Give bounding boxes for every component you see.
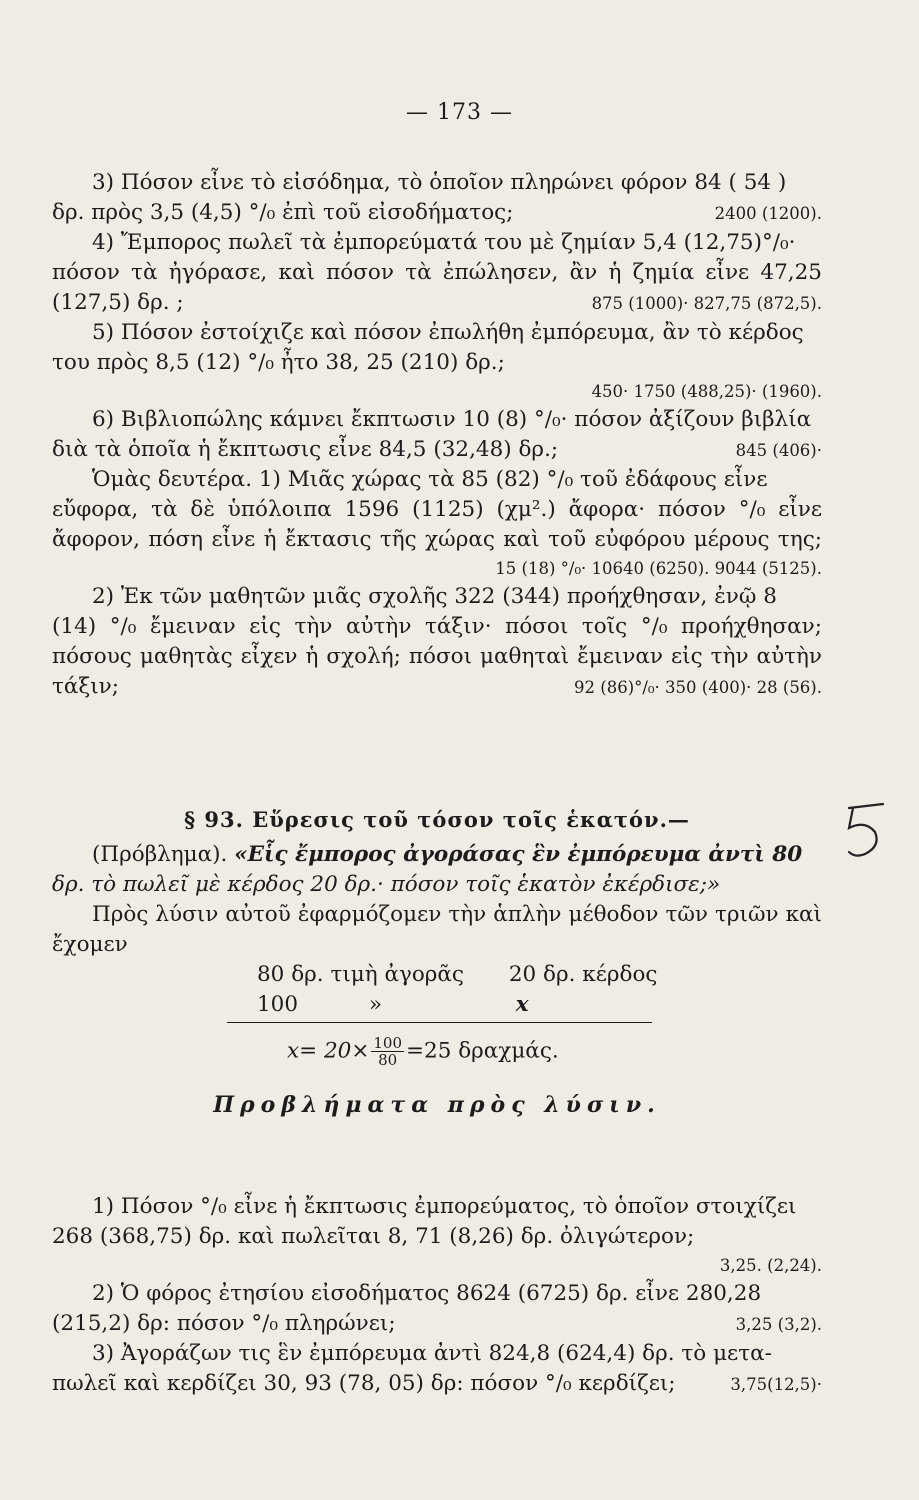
exercise-block-bottom [52, 1192, 822, 1399]
line-text: (127,5) δρ. ; [52, 290, 184, 315]
fraction-numerator: 100 [373, 1034, 402, 1052]
answer-text: 3,25 (3,2). [735, 1315, 822, 1334]
answer-text: 3,75(12,5)· [730, 1375, 822, 1394]
text-line [52, 672, 822, 702]
answer-text: 845 (406)· [735, 441, 822, 460]
proportion-row-1 [257, 960, 657, 990]
problem-line-1 [52, 840, 822, 870]
problem-label: (Πρόβλημα). [92, 842, 228, 867]
line-text: 268 (368,75) δρ. καὶ πωλεῖται 8, 71 (8,26) δρ. ὀλιγώτερον; [52, 1224, 695, 1249]
hundred-value: 100 [257, 992, 299, 1017]
line-text: 2) Ἐκ τῶν μαθητῶν μιᾶς σχολῆς 322 (344) προήχθησαν, ἐνῷ 8 [92, 584, 777, 609]
answer-line: 15 (18) °/₀· 10640 (6250). 9044 (5125). [495, 559, 822, 578]
answer-text: 92 (86)°/₀· 350 (400)· 28 (56). [574, 678, 822, 697]
line-text: πόσον τὰ ἠγόρασε, καὶ πόσον τὰ ἐπώλησεν, ἂν ἡ ζημία εἶνε 47,25 [52, 260, 822, 285]
line-text: διὰ τὰ ὁποῖα ἡ ἔκπτωσις εἶνε 84,5 (32,48) δρ.; [52, 437, 559, 462]
rule-of-three [227, 960, 667, 1080]
section-title: § 93. Εὕρεσις τοῦ τόσον τοῖς ἑκατόν.— [184, 807, 690, 832]
text-line [52, 1192, 822, 1222]
text-line [52, 1279, 822, 1309]
text-line [52, 582, 822, 612]
line-text: 3) Πόσον εἶνε τὸ εἰσόδημα, τὸ ὁποῖον πληρώνει φόρον 84 ( 54 ) [92, 170, 787, 195]
text-line [52, 465, 822, 495]
text-line [52, 405, 822, 435]
line-text: Ὁμὰς δευτέρα. 1) Μιᾶς χώρας τὰ 85 (82) °/₀ τοῦ ἐδάφους εἶνε [92, 467, 768, 492]
solution-line-2: ἔχομεν [52, 932, 128, 957]
text-line [52, 1309, 822, 1339]
line-text: 4) Ἔμπορος πωλεῖ τὰ ἐμπορεύματά του μὲ ζημίαν 5,4 (12,75)°/₀· [92, 230, 796, 255]
problem-line-2: δρ. τὸ πωλεῖ μὲ κέρδος 20 δρ.· πόσον τοῖς ἑκατὸν ἐκέρδισε;» [52, 872, 721, 897]
text-line [52, 1369, 822, 1399]
formula-rhs: =25 δραχμάς. [406, 1038, 559, 1064]
solution-line-1: Πρὸς λύσιν αὐτοῦ ἐφαρμόζομεν τὴν ἁπλὴν μέθοδον τῶν τριῶν καὶ [92, 902, 822, 927]
profit-amount: 20 δρ. κέρδος [508, 962, 658, 987]
text-line [52, 258, 822, 288]
problems-heading: Προβλήματα πρὸς λύσιν. [213, 1092, 661, 1118]
text-line [52, 198, 822, 228]
answer-text: 2400 (1200). [714, 204, 822, 223]
line-text: 3) Ἀγοράζων τις ἓν ἐμπόρευμα ἀντὶ 824,8 (624,4) δρ. τὸ μετα- [92, 1341, 772, 1366]
answer-text: 875 (1000)· 827,75 (872,5). [591, 294, 822, 313]
fraction-denominator: 80 [378, 1051, 398, 1069]
line-text: εὔφορα, τὰ δὲ ὑπόλοιπα 1596 (1125) (χμ².) ἄφορα· πόσον °/₀ εἶνε [52, 497, 822, 522]
line-text: 5) Πόσον ἐστοίχιζε καὶ πόσον ἐπωλήθη ἐμπόρευμα, ἂν τὸ κέρδος [92, 320, 804, 345]
text-line [52, 348, 822, 378]
text-line [52, 228, 822, 258]
text-line [52, 168, 822, 198]
text-line [52, 288, 822, 318]
text-line [52, 642, 822, 672]
formula-lhs: x= 20× [287, 1038, 370, 1064]
handwritten-mark-icon [843, 800, 889, 860]
text-line [52, 1222, 822, 1252]
formula [287, 1035, 559, 1068]
text-line [52, 318, 822, 348]
text-line [52, 435, 822, 465]
line-text: ἄφορον, πόση εἶνε ἡ ἔκτασις τῆς χώρας καὶ τοῦ εὐφόρου μέρους της; [52, 527, 822, 552]
line-text: 6) Βιβλιοπώλης κάμνει ἔκπτωσιν 10 (8) °/₀· πόσον ἀξίζουν βιβλία [92, 407, 812, 432]
problem-text-1: «Εἷς ἔμπορος ἀγοράσας ἓν ἐμπόρευμα ἀντὶ 80 [234, 842, 803, 867]
text-line [52, 612, 822, 642]
line-text: 1) Πόσον °/₀ εἶνε ἡ ἔκπτωσις ἐμπορεύματος, τὸ ὁποῖον στοιχίζει [92, 1194, 797, 1219]
unknown-x: x [515, 992, 529, 1017]
line-text: (14) °/₀ ἔμειναν εἰς τὴν αὐτὴν τάξιν· πόσοι τοῖς °/₀ προήχθησαν; [52, 614, 822, 639]
proportion-row-2 [257, 990, 529, 1020]
line-text: δρ. πρὸς 3,5 (4,5) °/₀ ἐπὶ τοῦ εἰσοδήματος; [52, 200, 514, 225]
line-text: του πρὸς 8,5 (12) °/₀ ἦτο 38, 25 (210) δρ.; [52, 350, 505, 375]
page-number: — 173 — [406, 100, 513, 125]
line-text: (215,2) δρ: πόσον °/₀ πληρώνει; [52, 1311, 396, 1336]
line-text: τάξιν; [52, 674, 119, 699]
proportion-rule [227, 1022, 652, 1023]
line-text: 2) Ὁ φόρος ἐτησίου εἰσοδήματος 8624 (6725) δρ. εἶνε 280,28 [92, 1281, 762, 1306]
text-line [52, 1339, 822, 1369]
answer-line: 3,25. (2,24). [719, 1256, 822, 1275]
purchase-price: 80 δρ. τιμὴ ἀγορᾶς [257, 962, 464, 987]
ditto-mark: » [368, 992, 382, 1017]
exercise-block-top [52, 168, 822, 702]
text-line [52, 525, 822, 555]
line-text: πόσους μαθητὰς εἶχεν ἡ σχολή; πόσοι μαθηταὶ ἔμειναν εἰς τὴν αὐτὴν [52, 644, 822, 669]
fraction [371, 1035, 404, 1068]
answer-line: 450· 1750 (488,25)· (1960). [591, 382, 822, 401]
line-text: πωλεῖ καὶ κερδίζει 30, 93 (78, 05) δρ: πόσον °/₀ κερδίζει; [52, 1371, 676, 1396]
section-93 [52, 790, 822, 1126]
text-line [52, 495, 822, 525]
